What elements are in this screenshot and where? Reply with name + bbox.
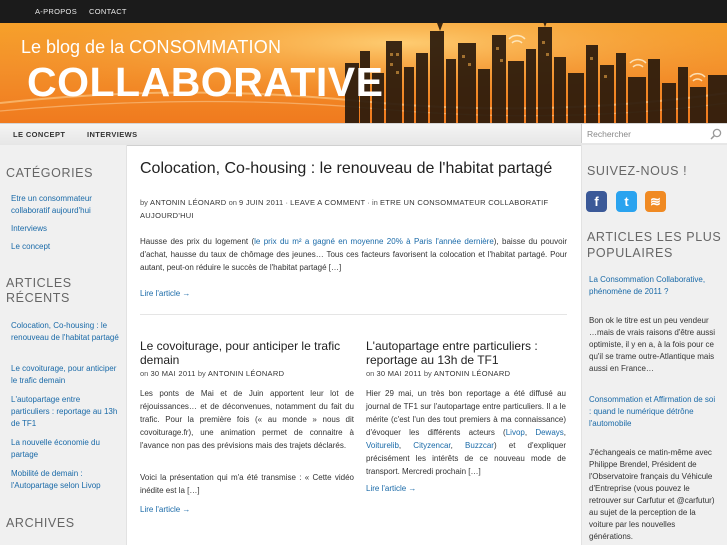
meta-in: in bbox=[372, 198, 378, 207]
blog-tagline bbox=[21, 37, 281, 58]
post-autopartage-title[interactable]: L'autopartage entre particuliers : reportage au 13h de TF1 bbox=[366, 339, 538, 367]
main-post-meta: by ANTONIN LÉONARD on 9 JUIN 2011 · LEAVE A COMMENT · in ETRE UN CONSOMMATEUR COLLABORATIF AUJOURD'HUI bbox=[140, 198, 549, 220]
nav-interviews[interactable]: INTERVIEWS bbox=[87, 130, 138, 139]
post-autopartage-p1 bbox=[366, 387, 566, 478]
popular-link-phenomene[interactable]: La Consommation Collaborative, phénomène de 2011 ? bbox=[589, 275, 706, 296]
popular-excerpt-phenomene: Bon ok le titre est un peu vendeur …mais de vrais raisons d'être aussi optimiste, il y en a, à la fois pour ce qu'il se trame outre-Atlantique mais aussi en France… bbox=[589, 316, 716, 373]
excerpt-text-end: ), baisse du pouvoir d'achat, hausse du taux de chômage des jeunes… Tous ces facteurs favorisent la colocation et l'habitat partagé. Pour autant, peut-on réduire le succès de l'habitat partagé […] bbox=[140, 237, 567, 272]
nav-le-concept[interactable]: LE CONCEPT bbox=[13, 130, 66, 139]
link-deways[interactable]: Deways bbox=[535, 428, 564, 437]
post-autopartage-read-more[interactable]: Lire l'article → bbox=[366, 484, 417, 493]
category-link-concept[interactable]: Le concept bbox=[11, 242, 51, 251]
divider bbox=[140, 314, 567, 315]
popular-heading: ARTICLES LES PLUS POPULAIRES bbox=[587, 230, 722, 260]
post-date: 9 JUIN 2011 bbox=[239, 198, 284, 207]
recent-link-autopartage[interactable]: L'autopartage entre particuliers : reportage au 13h de TF1 bbox=[11, 395, 118, 428]
post-covoiturage-read-more[interactable]: Lire l'article → bbox=[140, 505, 191, 514]
top-bar bbox=[0, 0, 727, 23]
archives-heading: ARCHIVES bbox=[6, 516, 75, 530]
separator: , bbox=[563, 428, 566, 437]
recent-link-colocation[interactable]: Colocation, Co-housing : le renouveau de l'habitat partagé bbox=[11, 321, 119, 342]
site-title[interactable]: COLLABORATIVE bbox=[27, 59, 384, 105]
post-date: 30 MAI 2011 bbox=[150, 369, 196, 378]
separator: , bbox=[524, 428, 536, 437]
twitter-glyph: t bbox=[624, 194, 629, 209]
meta-on: on bbox=[366, 369, 375, 378]
leave-comment-link[interactable]: LEAVE A COMMENT bbox=[290, 198, 366, 207]
post-author-link[interactable]: ANTONIN LÉONARD bbox=[433, 369, 511, 378]
search-input[interactable]: Rechercher bbox=[587, 129, 631, 139]
excerpt-link-prix[interactable]: le prix du m² a gagné en moyenne 20% à Paris l'année dernière bbox=[254, 237, 494, 246]
topnav-a-propos[interactable]: A-PROPOS bbox=[35, 7, 77, 16]
site-header bbox=[0, 23, 727, 123]
recent-link-covoiturage[interactable]: Le covoiturage, pour anticiper le trafic demain bbox=[11, 364, 117, 385]
meta-by: by bbox=[197, 369, 206, 378]
meta-by: by bbox=[423, 369, 432, 378]
category-link-interviews[interactable]: Interviews bbox=[11, 224, 48, 233]
excerpt-text: Hausse des prix du logement ( bbox=[140, 237, 255, 246]
recent-link-nouvelle-economie[interactable]: La nouvelle économie du partage bbox=[11, 438, 100, 459]
recent-articles-heading: ARTICLES RÉCENTS bbox=[6, 276, 72, 305]
post-category-link[interactable]: ETRE UN CONSOMMATEUR COLLABORATIF AUJOURD'HUI bbox=[140, 198, 549, 220]
link-voiturelib[interactable]: Voiturelib bbox=[366, 441, 399, 450]
search-icon[interactable] bbox=[710, 128, 722, 140]
post-author-link[interactable]: ANTONIN LÉONARD bbox=[150, 198, 227, 207]
link-livop[interactable]: Livop bbox=[505, 428, 525, 437]
popular-link-affirmation[interactable]: Consommation et Affirmation de soi : quand le numérique détrône l'automobile bbox=[589, 395, 716, 428]
post-covoiturage-p1: Les ponts de Mai et de Juin apportent leur lot de réjouissances… et de déconvenues, notamment du fait du trafic. Pour la première fois (« au monde » nous dit covoiturage.fr), une animation permet de connaitre à l'avance non pas des prévisions mais des trajets déclarés. bbox=[140, 389, 354, 450]
link-cityzencar[interactable]: Cityzencar bbox=[413, 441, 451, 450]
post-covoiturage-p2: Voici la présentation qui m'a été transmise : « Cette vidéo inédite est la […] bbox=[140, 473, 354, 495]
facebook-glyph: f bbox=[594, 194, 599, 209]
facebook-icon[interactable] bbox=[586, 191, 607, 212]
rss-icon[interactable] bbox=[645, 191, 666, 212]
excerpt-text: Hier 29 mai, un très bon reportage a été diffusé au journal de TF1 sur l'autopartage entre particuliers. Il a le mérite (c'est l'un des tout premiers à ma connaissance) d'évoquer les différents acteurs ( bbox=[366, 389, 566, 437]
post-author-link[interactable]: ANTONIN LÉONARD bbox=[207, 369, 285, 378]
post-autopartage-meta bbox=[366, 367, 571, 380]
main-post-excerpt bbox=[140, 235, 567, 274]
popular-excerpt-affirmation: J'échangeais ce matin-même avec Philippe Brendel, Président de l'Observatoire français du Véhicule d'Entreprise (vous pouvez le retrouver sur Carfutur et @carfutur) au sujet de la perception de la voiture par les nouvelles générations. bbox=[589, 448, 715, 541]
left-sidebar bbox=[0, 145, 127, 545]
follow-heading: SUIVEZ-NOUS ! bbox=[587, 164, 688, 178]
rss-glyph: ≋ bbox=[650, 194, 661, 209]
meta-by: by bbox=[140, 198, 148, 207]
meta-on: on bbox=[228, 198, 237, 207]
main-post-title[interactable]: Colocation, Co-housing : le renouveau de l'habitat partagé bbox=[140, 160, 553, 177]
post-covoiturage-title[interactable]: Le covoiturage, pour anticiper le trafic demain bbox=[140, 339, 341, 367]
link-buzzcar[interactable]: Buzzcar bbox=[465, 441, 494, 450]
category-link-etre[interactable]: Etre un consommateur collaboratif aujourd'hui bbox=[11, 194, 92, 215]
search-box[interactable] bbox=[581, 124, 727, 143]
topnav-contact[interactable]: CONTACT bbox=[89, 7, 127, 16]
post-date: 30 MAI 2011 bbox=[376, 369, 422, 378]
categories-heading: CATÉGORIES bbox=[6, 166, 94, 180]
separator: , bbox=[398, 441, 414, 450]
twitter-icon[interactable] bbox=[616, 191, 637, 212]
tagline-prefix: Le blog de la bbox=[21, 37, 130, 57]
separator: , bbox=[450, 441, 466, 450]
tagline-caps: CONSOMMATION bbox=[129, 37, 282, 57]
post-covoiturage-meta bbox=[140, 367, 345, 380]
recent-link-mobilite[interactable]: Mobilité de demain : l'Autopartage selon Livop bbox=[11, 469, 101, 490]
right-sidebar bbox=[581, 145, 727, 545]
meta-on: on bbox=[140, 369, 149, 378]
main-post-read-more[interactable]: Lire l'article → bbox=[140, 289, 191, 298]
excerpt-text-end: ) et d'expliquer précisément les intérêts de ce nouveau mode de transport. Mercredi prochain […] bbox=[366, 441, 566, 476]
